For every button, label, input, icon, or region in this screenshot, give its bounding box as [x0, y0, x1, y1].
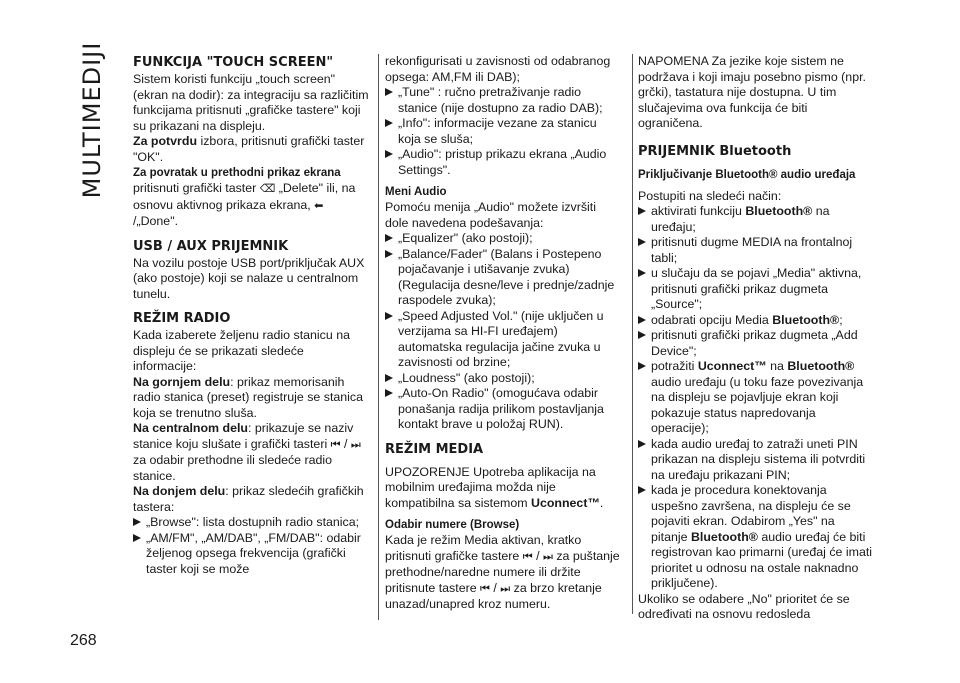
list-item-text: odabrati opciju Media Bluetooth®; — [651, 312, 843, 327]
list-item — [638, 437, 874, 484]
paragraph-postupiti: Postupiti na sledeći način: — [638, 188, 782, 203]
list-item-text: kada audio uređaj to zatraži uneti PIN prikazan na displeju sistema ili potvrditi na uređaju prikazani PIN; — [651, 436, 866, 482]
heading-prikljucivanje: Priključivanje Bluetooth® audio uređaja — [638, 168, 856, 181]
column-divider — [378, 54, 379, 620]
heading-meni-audio: Meni Audio — [385, 186, 447, 198]
section-title-text: MULTIMEDIJI — [78, 41, 106, 199]
label-centralnom: Na centralnom delu — [133, 421, 248, 435]
heading-bluetooth: PRIJEMNIK Bluetooth — [638, 143, 792, 159]
list-item-text: „Browse": lista dostupnih radio stanica; — [146, 515, 360, 529]
text-media-uconnect: Uconnect™ — [531, 495, 600, 510]
label-potvrdu: Za potvrdu — [133, 134, 198, 148]
label-donjem: Na donjem delu — [133, 484, 226, 498]
bullet-triangle-icon — [385, 234, 393, 242]
paragraph-continued: rekonfigurisati u zavisnosti od odabranog opsega: AM,FM ili DAB); — [385, 54, 611, 84]
text-centralnom-a: : prikazuje se naziv stanice koju slušate i grafički tasteri — [133, 421, 354, 451]
list-item — [638, 204, 874, 235]
bullet-triangle-icon — [638, 238, 646, 246]
list-item-text: „Loudness" (ako postoji); — [398, 370, 535, 385]
bullet-triangle-icon — [133, 518, 141, 526]
bullet-triangle-icon — [385, 150, 393, 158]
slash-separator: / — [532, 548, 543, 563]
label-gornjem: Na gornjem delu — [133, 374, 231, 389]
bullet-triangle-icon — [385, 374, 393, 382]
text-media-a: UPOZORENJE Upotreba aplikacija na mobilnim uređajima možda nije kompatibilna sa sistemom — [385, 464, 596, 510]
list-item-text: u slučaju da se pojavi „Media" aktivna, pritisnuti grafički prikaz dugmeta „Source"; — [651, 266, 862, 311]
paragraph-napomena: NAPOMENA Za jezike koje sistem ne podržava i koji imaju posebno pismo (npr. grčki), tastatura nije dostupna. U tim slučajevima ova funkcija će biti ograničena. — [638, 54, 866, 130]
text-centralnom-b: za odabir prethodne ili sledeće radio stanice. — [133, 453, 333, 483]
list-item-text: aktivirati funkciju Bluetooth® na uređaju; — [651, 204, 830, 234]
list-item-text: „Equalizer" (ako postoji); — [398, 231, 533, 245]
next-track-icon: ⏭ — [542, 550, 553, 563]
previous-track-icon: ⏮ — [330, 438, 341, 451]
list-item-text: pritisnuti dugme MEDIA na frontalnoj tabli; — [651, 235, 853, 265]
heading-media: REŽIM MEDIA — [385, 441, 484, 457]
text-donjem: : prikaz sledećih grafičkih tastera: — [133, 484, 364, 514]
bullet-triangle-icon — [638, 440, 646, 448]
heading-odabir: Odabir numere (Browse) — [385, 519, 520, 531]
list-item — [638, 313, 874, 329]
paragraph-meni: Pomoću menija „Audio" možete izvršiti dole navedena podešavanja: — [385, 200, 596, 230]
bullet-triangle-icon — [638, 362, 646, 370]
bullet-triangle-icon — [638, 207, 646, 215]
list-item — [385, 247, 621, 309]
paragraph-ukoliko: Ukoliko se odabere „No" prioritet će se određivati na osnovu redosleda — [638, 591, 850, 621]
heading-povratak: Za povratak u prethodni prikaz ekrana — [133, 167, 341, 179]
paragraph-radio: Kada izaberete željenu radio stanicu na displeju će se prikazati sledeće informacije: — [133, 328, 350, 373]
next-track-icon: ⏭ — [350, 438, 361, 451]
next-track-icon: ⏭ — [500, 582, 511, 595]
previous-track-icon: ⏮ — [480, 582, 490, 595]
bullet-triangle-icon — [385, 312, 393, 320]
column-3 — [638, 54, 874, 623]
column-2 — [385, 54, 621, 613]
text-media-c: . — [599, 495, 604, 510]
heading-touch-screen: FUNKCIJA "TOUCH SCREEN" — [133, 55, 334, 70]
list-item — [638, 328, 874, 359]
text-povratak-a: pritisnuti grafički taster — [133, 181, 260, 195]
paragraph-usb: Na vozilu postoje USB port/priključak AUX (ako postoje) koji se nalaze u centralnom tunelu. — [133, 255, 365, 301]
section-sidebar-title — [78, 40, 106, 200]
text-odabir-b: za puštanje prethodne/naredne numere ili držite pritisnute tastere — [385, 548, 620, 595]
bullet-triangle-icon — [638, 331, 646, 339]
back-arrow-icon: ⬅ — [314, 199, 324, 212]
list-item-text: „Auto-On Radio" (omogućava odabir ponašanja radija prilikom postavljanja kontakt brave u položaj RUN). — [398, 386, 604, 431]
list-item — [133, 531, 369, 578]
list-item — [385, 386, 621, 433]
bullet-triangle-icon — [385, 389, 393, 397]
list-item — [638, 266, 874, 313]
list-item-text: „Info": informacije vezane za stanicu koja se sluša; — [398, 116, 597, 146]
column-1 — [133, 52, 369, 577]
delete-icon: ⌫ — [259, 183, 276, 195]
list-item — [385, 231, 621, 247]
text-povratak-c: /„Done". — [133, 214, 179, 228]
heading-usb-aux: USB / AUX PRIJEMNIK — [133, 238, 289, 254]
paragraph-centralnom — [133, 421, 369, 484]
list-item-text: „AM/FM", „AM/DAB", „FM/DAB": odabir željenog opsega frekvencija (grafički taster koji se može — [146, 530, 361, 576]
paragraph-odabir — [385, 533, 621, 613]
text-povratak-b: „Delete" ili, na osnovu aktivnog prikaza ekrana, — [133, 181, 356, 212]
text-potvrdu: izbora, pritisnuti grafički taster "OK". — [133, 134, 365, 164]
text-odabir-c: za brzo kretanje unazad/unapred kroz numeru. — [385, 580, 602, 611]
bullet-triangle-icon — [638, 269, 646, 277]
list-item-text: pritisnuti grafički prikaz dugmeta „Add Device"; — [651, 328, 858, 358]
list-item — [385, 147, 621, 178]
previous-track-icon: ⏮ — [522, 550, 533, 563]
list-item-text: „Audio": pristup prikazu ekrana „Audio Settings". — [398, 147, 607, 177]
text-gornjem: : prikaz memorisanih radio stanica (preset) registruje se stanica koja se trenutno sluša. — [133, 374, 364, 420]
list-item — [385, 85, 621, 116]
bullet-triangle-icon — [385, 88, 393, 96]
paragraph-potvrdu — [133, 134, 369, 165]
bullet-triangle-icon — [385, 119, 393, 127]
list-item-text: „Tune" : ručno pretraživanje radio stanice (nije dostupno za radio DAB); — [398, 85, 603, 115]
list-item — [385, 309, 621, 371]
list-item — [638, 235, 874, 266]
bullet-triangle-icon — [638, 486, 646, 494]
slash-separator: / — [489, 580, 501, 595]
list-item-text: „Balance/Fader" (Balans i Postepeno pojačavanje i utišavanje zvuka) (Regulacija desne/leve i prednje/zadnje raspodele zvuka); — [398, 246, 615, 307]
list-item — [638, 483, 874, 592]
list-item — [133, 515, 369, 531]
paragraph-touch: Sistem koristi funkciju „touch screen" (ekran na dodir): za integraciju sa različitim funkcijama pritisnuti „grafičke tastere" koji su prikazani na displeju. — [133, 72, 369, 133]
list-item — [385, 116, 621, 147]
slash-separator: / — [340, 436, 351, 451]
bullet-triangle-icon — [638, 316, 646, 324]
list-item-text: „Speed Adjusted Vol." (nije uključen u verzijama sa HI-FI uređajem) automatska regulacija jačine zvuka u zavisnosti od brzine; — [398, 308, 604, 369]
heading-radio: REŽIM RADIO — [133, 311, 231, 326]
bullet-triangle-icon — [385, 250, 393, 258]
paragraph-media — [385, 465, 621, 512]
text-odabir-a: Kada je režim Media aktivan, kratko pritisnuti grafičke tastere — [385, 533, 582, 563]
paragraph-povratak — [133, 181, 369, 230]
paragraph-donjem — [133, 484, 369, 515]
list-item — [638, 359, 874, 437]
column-divider — [632, 54, 633, 614]
bullet-triangle-icon — [133, 534, 141, 542]
list-item-text: kada je procedura konektovanja uspešno završena, na displeju će se pojaviti ekran. Odabirom „Yes" na pitanje Bluetooth® audio uređaj će biti registrovan kao primarni (uređaj će imati prioritet u odnosu na ostale naknadno priključene). — [651, 483, 873, 590]
list-item — [385, 371, 621, 387]
list-item-text: potražiti Uconnect™ na Bluetooth® audio uređaju (u toku faze povezivanja na displeju se pojavljuje ekran koji pokazuje status napredovanja operacije); — [651, 359, 864, 435]
paragraph-gornjem — [133, 375, 369, 422]
page-number: 268 — [70, 632, 97, 649]
